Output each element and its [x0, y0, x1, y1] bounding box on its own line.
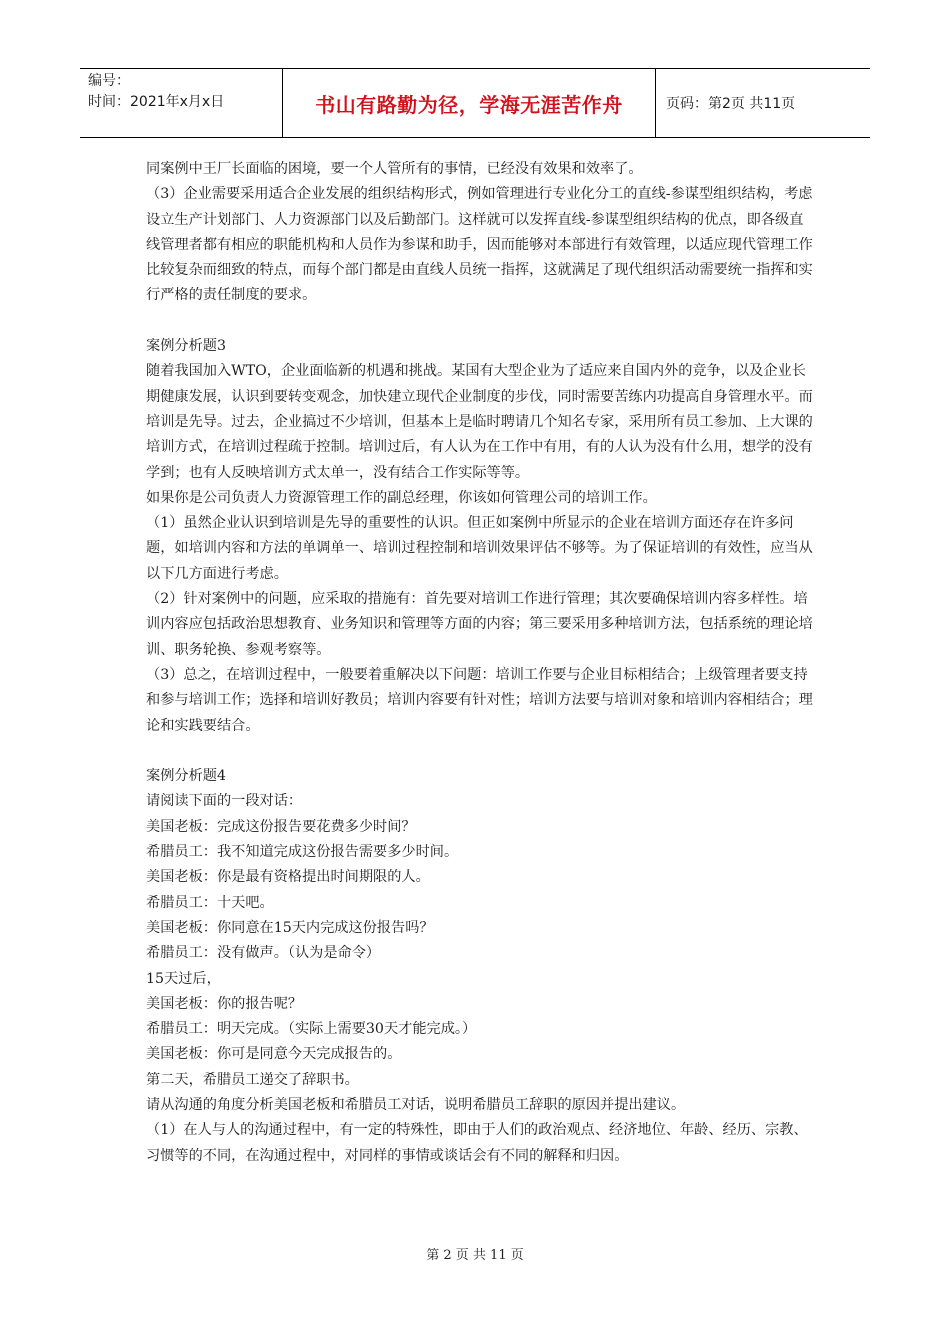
paragraph: 15天过后， — [146, 970, 221, 987]
paragraph: （1）虽然企业认识到培训是先导的重要性的认识。但正如案例中所显示的企业在培训方面还存在许多问题，如培训内容和方法的单调单一、培训过程控制和培训效果评估不够等。为了保证培训的有效性，应当从以下几方面进行考虑。 — [146, 515, 813, 582]
paragraph: 希腊员工：十天吧。 — [146, 894, 274, 911]
paragraph: 希腊员工：没有做声。（认为是命令） — [146, 945, 381, 962]
paragraph: （3）总之，在培训过程中，一般要着重解决以下问题：培训工作要与企业目标相结合；上级管理者要支持和参与培训工作；选择和培训好教员；培训内容要有针对性；培训方法要与培训对象和培训内容相结合；理论和实践要结合。 — [146, 666, 813, 734]
paragraph: 美国老板：你的报告呢？ — [146, 995, 303, 1012]
header-meta — [80, 69, 282, 137]
paragraph: 第二天，希腊员工递交了辞职书。 — [146, 1071, 359, 1088]
paragraph: 美国老板：你是最有资格提出时间期限的人。 — [146, 869, 430, 886]
page-header — [80, 68, 870, 138]
paragraph: 美国老板：你同意在15天内完成这份报告吗？ — [146, 919, 434, 936]
doc-time: 时间：2021年x月x日 — [88, 94, 225, 110]
paragraph: 案例分析题3 — [146, 338, 226, 355]
paragraph: 如果你是公司负责人力资源管理工作的副总经理，你该如何管理公司的培训工作。 — [146, 489, 657, 506]
paragraph: 同案例中王厂长面临的困境，要一个人管所有的事情，已经没有效果和效率了。 — [146, 161, 643, 177]
header-motto: 书山有路勤为径，学海无涯苦作舟 — [282, 69, 656, 137]
paragraph: 美国老板：完成这份报告要花费多少时间？ — [146, 818, 416, 835]
document-body — [146, 157, 816, 1169]
blank-line — [146, 739, 816, 764]
paragraph: 案例分析题4 — [146, 768, 226, 785]
paragraph: （3）企业需要采用适合企业发展的组织结构形式，例如管理进行专业化分工的直线-参谋型组织结构，考虑设立生产计划部门、人力资源部门以及后勤部门。这样就可以发挥直线-参谋型组织结构的优点，即各级直线管理者都有相应的职能机构和人员作为参谋和助手，因而能够对本部进行有效管理，以适应现代管理工作比较复杂而细致的特点，而每个部门都是由直线人员统一指挥，这就满足了现代组织活动需要统一指挥和实行严格的责任制度的要求。 — [146, 186, 813, 304]
page-footer: 第 2 页 共 11 页 — [426, 1248, 524, 1263]
paragraph: （2）针对案例中的问题，应采取的措施有：首先要对培训工作进行管理；其次要确保培训内容多样性。培训内容应包括政治思想教育、业务知识和管理等方面的内容；第三要采用多种培训方法，包括系统的理论培训、职务轮换、参观考察等。 — [146, 591, 813, 658]
blank-line — [146, 309, 816, 334]
paragraph: 希腊员工：明天完成。（实际上需要30天才能完成。） — [146, 1021, 477, 1038]
paragraph: 请阅读下面的一段对话： — [146, 793, 303, 810]
paragraph: 请从沟通的角度分析美国老板和希腊员工对话，说明希腊员工辞职的原因并提出建议。 — [146, 1096, 686, 1113]
paragraph: 美国老板：你可是同意今天完成报告的。 — [146, 1046, 402, 1063]
header-page-code: 页码：第2页 共11页 — [666, 96, 796, 112]
paragraph: 随着我国加入WTO，企业面临新的机遇和挑战。某国有大型企业为了适应来自国内外的竞争，以及企业长期健康发展，认识到要转变观念，加快建立现代企业制度的步伐，同时需要苦练内功提高自身管理水平。而培训是先导。过去，企业搞过不少培训，但基本上是临时聘请几个知名专家，采用所有员工参加、上大课的培训方式，在培训过程疏于控制。培训过后，有人认为在工作中有用，有的人认为没有什么用，想学的没有学到；也有人反映培训方式太单一，没有结合工作实际等等。 — [146, 363, 813, 481]
paragraph: （1）在人与人的沟通过程中，有一定的特殊性，即由于人们的政治观点、经济地位、年龄、经历、宗教、习惯等的不同，在沟通过程中，对同样的事情或谈话会有不同的解释和归因。 — [146, 1122, 808, 1164]
doc-number: 编号： — [88, 73, 130, 89]
paragraph: 希腊员工：我不知道完成这份报告需要多少时间。 — [146, 844, 459, 861]
